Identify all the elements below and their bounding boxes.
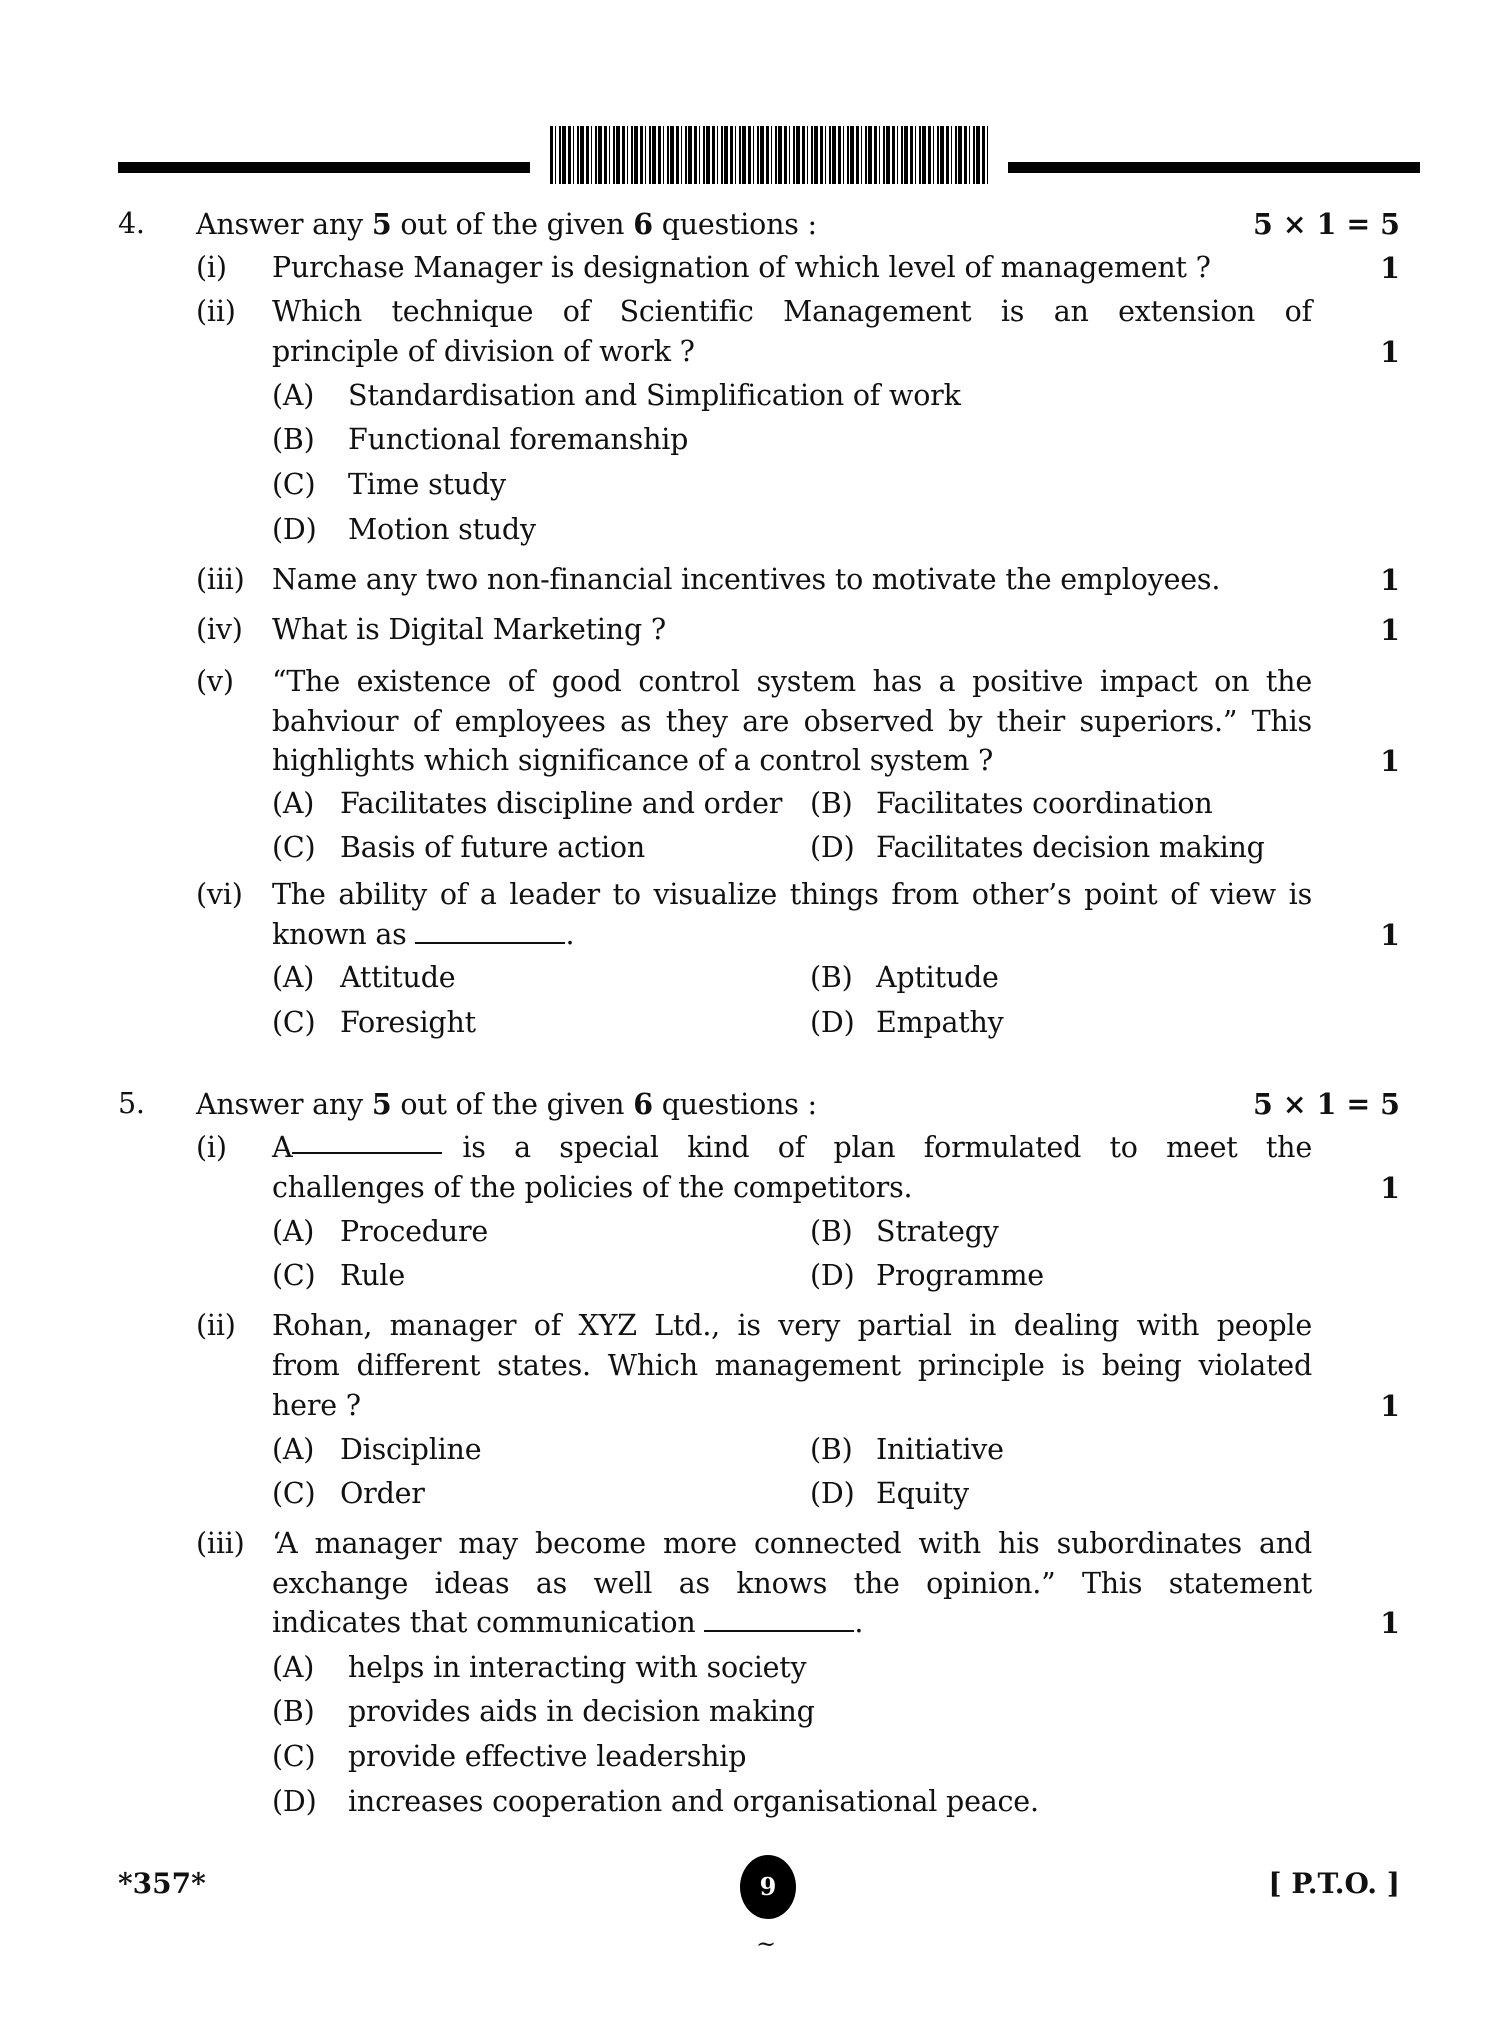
part-label: (vi)	[196, 878, 243, 911]
question-number: 4.	[118, 207, 145, 240]
question-instruction: Answer any 5 out of the given 6 questions :	[196, 1087, 817, 1121]
part-label: (i)	[196, 1131, 227, 1164]
option-text: Basis of future action	[340, 831, 646, 864]
part-text: A is a special kind of plan formulated to meet the	[272, 1131, 1312, 1164]
paper-code: *357*	[118, 1867, 206, 1900]
option-label: (B)	[810, 961, 853, 994]
option-text: increases cooperation and organisational peace.	[348, 1785, 1039, 1818]
part-text: The ability of a leader to visualize things from other’s point of view is	[272, 878, 1312, 911]
option-text: Motion study	[348, 513, 536, 546]
option-text: Order	[340, 1477, 425, 1510]
option-text: helps in interacting with society	[348, 1651, 807, 1684]
part-text: here ?	[272, 1389, 361, 1422]
option-label: (D)	[272, 1785, 317, 1818]
option-label: (C)	[272, 1740, 316, 1773]
option-label: (C)	[272, 1477, 316, 1510]
option-text: Standardisation and Simplification of work	[348, 379, 961, 412]
option-text: Time study	[348, 468, 506, 501]
option-text: Foresight	[340, 1006, 476, 1039]
question-number: 5.	[118, 1087, 145, 1120]
option-text: Aptitude	[876, 961, 999, 994]
part-label: (ii)	[196, 1309, 236, 1342]
option-text: Programme	[876, 1259, 1044, 1292]
part-label: (iii)	[196, 1527, 245, 1560]
part-text: principle of division of work ?	[272, 335, 695, 368]
option-text: Initiative	[876, 1433, 1004, 1466]
answer-blank	[292, 1130, 442, 1154]
part-text: known as .	[272, 918, 575, 951]
part-text: bahviour of employees as they are observed by their superiors.” This	[272, 705, 1312, 738]
part-text: from different states. Which management principle is being violated	[272, 1349, 1312, 1382]
option-label: (A)	[272, 787, 315, 820]
option-text: Facilitates discipline and order	[340, 787, 783, 820]
part-text: challenges of the policies of the competitors.	[272, 1171, 913, 1204]
part-label: (v)	[196, 665, 234, 698]
part-label: (ii)	[196, 295, 236, 328]
part-mark: 1	[1380, 335, 1400, 369]
question-instruction: Answer any 5 out of the given 6 questions :	[196, 207, 817, 241]
pto-label: [ P.T.O. ]	[1268, 1867, 1400, 1900]
part-text: highlights which significance of a control system ?	[272, 744, 994, 777]
tilde-mark: ~	[756, 1930, 777, 1958]
option-label: (D)	[810, 1477, 855, 1510]
option-text: Strategy	[876, 1215, 999, 1248]
option-label: (B)	[272, 423, 315, 456]
page-number-badge: 9	[740, 1855, 796, 1919]
option-label: (B)	[272, 1695, 315, 1728]
part-label: (iv)	[196, 613, 243, 646]
option-text: Facilitates decision making	[876, 831, 1265, 864]
header-rule-right	[1008, 162, 1420, 173]
part-mark: 1	[1380, 744, 1400, 778]
option-label: (A)	[272, 961, 315, 994]
part-mark: 1	[1380, 251, 1400, 285]
part-mark: 1	[1380, 1606, 1400, 1640]
barcode	[550, 126, 990, 184]
option-text: Facilitates coordination	[876, 787, 1213, 820]
part-text: Name any two non-financial incentives to motivate the employees.	[272, 563, 1221, 596]
option-label: (D)	[810, 1006, 855, 1039]
option-label: (C)	[272, 1006, 316, 1039]
part-text: What is Digital Marketing ?	[272, 613, 666, 646]
part-mark: 1	[1380, 1171, 1400, 1205]
part-text: “The existence of good control system has a positive impact on the	[272, 665, 1312, 698]
option-label: (C)	[272, 831, 316, 864]
part-text: ‘A manager may become more connected with his subordinates and	[272, 1527, 1312, 1560]
option-label: (B)	[810, 787, 853, 820]
header-rule-left	[118, 162, 530, 173]
question-marks: 5 × 1 = 5	[1253, 1087, 1400, 1121]
part-mark: 1	[1380, 1389, 1400, 1423]
option-label: (D)	[272, 513, 317, 546]
option-label: (A)	[272, 379, 315, 412]
part-label: (iii)	[196, 563, 245, 596]
option-label: (A)	[272, 1433, 315, 1466]
part-text: Purchase Manager is designation of which level of management ?	[272, 251, 1211, 284]
option-text: Functional foremanship	[348, 423, 689, 456]
option-text: Empathy	[876, 1006, 1004, 1039]
part-text: Rohan, manager of XYZ Ltd., is very partial in dealing with people	[272, 1309, 1312, 1342]
question-marks: 5 × 1 = 5	[1253, 207, 1400, 241]
answer-blank	[704, 1608, 854, 1632]
option-text: Attitude	[340, 961, 456, 994]
option-text: Discipline	[340, 1433, 482, 1466]
option-label: (A)	[272, 1215, 315, 1248]
option-label: (C)	[272, 1259, 316, 1292]
part-mark: 1	[1380, 918, 1400, 952]
part-mark: 1	[1380, 563, 1400, 597]
option-label: (D)	[810, 1259, 855, 1292]
option-label: (B)	[810, 1215, 853, 1248]
option-text: Rule	[340, 1259, 405, 1292]
part-text: indicates that communication .	[272, 1606, 864, 1639]
part-label: (i)	[196, 251, 227, 284]
option-text: Procedure	[340, 1215, 489, 1248]
part-text: Which technique of Scientific Management is an extension of	[272, 295, 1312, 328]
option-label: (D)	[810, 831, 855, 864]
answer-blank	[415, 920, 565, 944]
option-text: provide effective leadership	[348, 1740, 747, 1773]
option-label: (C)	[272, 468, 316, 501]
option-label: (A)	[272, 1651, 315, 1684]
option-text: provides aids in decision making	[348, 1695, 815, 1728]
part-mark: 1	[1380, 613, 1400, 647]
option-label: (B)	[810, 1433, 853, 1466]
option-text: Equity	[876, 1477, 969, 1510]
part-text: exchange ideas as well as knows the opinion.” This statement	[272, 1567, 1312, 1600]
